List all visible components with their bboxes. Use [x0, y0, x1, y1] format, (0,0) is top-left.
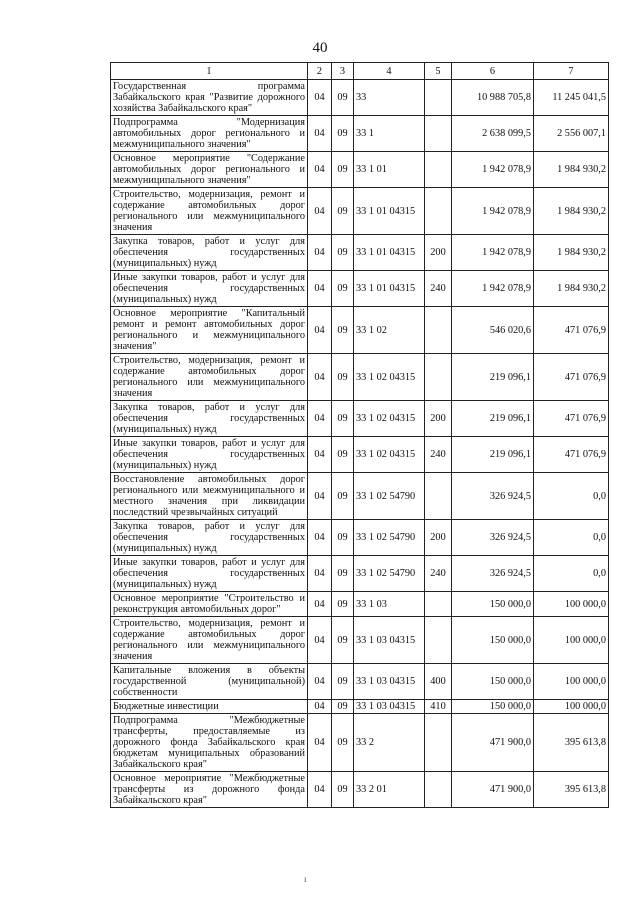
table-row: [111, 592, 609, 617]
row-amount-1: 10 988 705,8: [452, 80, 534, 116]
row-expense-type: [425, 592, 452, 617]
header-col-4: 4: [354, 63, 425, 80]
row-expense-type: [425, 354, 452, 401]
row-subsection: 09: [332, 235, 354, 271]
row-name: Иные закупки товаров, работ и услуг для обеспечения государственных (муниципальных) нужд: [111, 271, 308, 307]
row-name: Строительство, модернизация, ремонт и содержание автомобильных дорог регионального или межмуниципального значения: [111, 354, 308, 401]
row-name: Иные закупки товаров, работ и услуг для обеспечения государственных (муниципальных) нужд: [111, 556, 308, 592]
table-row: [111, 80, 609, 116]
row-target-code: 33 1 02: [354, 307, 425, 354]
row-expense-type: [425, 152, 452, 188]
row-section: 04: [308, 592, 332, 617]
row-section: 04: [308, 437, 332, 473]
row-amount-2: 471 076,9: [534, 437, 609, 473]
row-amount-2: 471 076,9: [534, 354, 609, 401]
row-amount-2: 2 556 007,1: [534, 116, 609, 152]
row-subsection: 09: [332, 307, 354, 354]
table-row: [111, 116, 609, 152]
row-expense-type: [425, 714, 452, 772]
row-amount-2: 1 984 930,2: [534, 152, 609, 188]
row-amount-2: 0,0: [534, 473, 609, 520]
row-subsection: 09: [332, 473, 354, 520]
row-section: 04: [308, 664, 332, 700]
row-section: 04: [308, 617, 332, 664]
table-row: [111, 617, 609, 664]
row-subsection: 09: [332, 520, 354, 556]
row-amount-2: 1 984 930,2: [534, 235, 609, 271]
row-amount-1: 219 096,1: [452, 401, 534, 437]
row-amount-1: 2 638 099,5: [452, 116, 534, 152]
table-row: [111, 473, 609, 520]
row-amount-1: 326 924,5: [452, 556, 534, 592]
table-row: [111, 401, 609, 437]
header-col-7: 7: [534, 63, 609, 80]
row-section: 04: [308, 556, 332, 592]
row-section: 04: [308, 473, 332, 520]
row-expense-type: 200: [425, 520, 452, 556]
row-amount-1: 150 000,0: [452, 700, 534, 714]
row-name: Закупка товаров, работ и услуг для обеспечения государственных (муниципальных) нужд: [111, 520, 308, 556]
row-amount-1: 1 942 078,9: [452, 271, 534, 307]
row-expense-type: 200: [425, 235, 452, 271]
row-subsection: 09: [332, 188, 354, 235]
row-subsection: 09: [332, 271, 354, 307]
row-amount-2: 100 000,0: [534, 700, 609, 714]
row-subsection: 09: [332, 664, 354, 700]
row-subsection: 09: [332, 700, 354, 714]
row-amount-2: 11 245 041,5: [534, 80, 609, 116]
row-subsection: 09: [332, 116, 354, 152]
row-amount-1: 150 000,0: [452, 592, 534, 617]
row-section: 04: [308, 714, 332, 772]
header-col-2: 2: [308, 63, 332, 80]
table-row: [111, 772, 609, 808]
row-target-code: 33 1 02 04315: [354, 437, 425, 473]
row-name: Строительство, модернизация, ремонт и содержание автомобильных дорог регионального или межмуниципального значения: [111, 188, 308, 235]
row-section: 04: [308, 354, 332, 401]
row-section: 04: [308, 271, 332, 307]
row-expense-type: [425, 116, 452, 152]
row-name: Государственная программа Забайкальского края "Развитие дорожного хозяйства Забайкальского края": [111, 80, 308, 116]
row-name: Подпрограмма "Модернизация автомобильных дорог регионального и межмуниципального значения": [111, 116, 308, 152]
row-target-code: 33 1 02 54790: [354, 556, 425, 592]
row-amount-2: 0,0: [534, 556, 609, 592]
row-target-code: 33: [354, 80, 425, 116]
row-expense-type: [425, 80, 452, 116]
row-section: 04: [308, 188, 332, 235]
row-target-code: 33 1 01: [354, 152, 425, 188]
row-target-code: 33 1 03 04315: [354, 664, 425, 700]
row-amount-2: 100 000,0: [534, 617, 609, 664]
footer-mark: ı: [304, 874, 307, 884]
row-amount-1: 219 096,1: [452, 354, 534, 401]
row-target-code: 33 1 02 04315: [354, 401, 425, 437]
table-row: [111, 271, 609, 307]
row-target-code: 33 1: [354, 116, 425, 152]
row-expense-type: 400: [425, 664, 452, 700]
row-name: Закупка товаров, работ и услуг для обеспечения государственных (муниципальных) нужд: [111, 401, 308, 437]
row-name: Основное мероприятие "Строительство и реконструкция автомобильных дорог": [111, 592, 308, 617]
row-section: 04: [308, 401, 332, 437]
row-target-code: 33 1 01 04315: [354, 235, 425, 271]
page-number: 40: [312, 40, 328, 56]
row-section: 04: [308, 116, 332, 152]
row-amount-1: 1 942 078,9: [452, 235, 534, 271]
row-subsection: 09: [332, 354, 354, 401]
table-row: [111, 664, 609, 700]
row-name: Основное мероприятие "Содержание автомобильных дорог регионального и межмуниципального значения": [111, 152, 308, 188]
row-subsection: 09: [332, 772, 354, 808]
row-target-code: 33 2 01: [354, 772, 425, 808]
header-col-3: 3: [332, 63, 354, 80]
header-col-5: 5: [425, 63, 452, 80]
row-subsection: 09: [332, 592, 354, 617]
row-target-code: 33 1 01 04315: [354, 271, 425, 307]
row-expense-type: [425, 307, 452, 354]
row-name: Восстановление автомобильных дорог регионального или межмуниципального и местного значения при ликвидации последствий чрезвычайных ситуаций: [111, 473, 308, 520]
row-subsection: 09: [332, 152, 354, 188]
table-row: [111, 152, 609, 188]
row-amount-2: 0,0: [534, 520, 609, 556]
row-target-code: 33 1 02 54790: [354, 473, 425, 520]
row-name: Основное мероприятие "Капитальный ремонт и ремонт автомобильных дорог регионального и межмуниципального значения": [111, 307, 308, 354]
row-amount-2: 100 000,0: [534, 592, 609, 617]
row-target-code: 33 1 02 04315: [354, 354, 425, 401]
row-target-code: 33 1 03 04315: [354, 617, 425, 664]
row-subsection: 09: [332, 80, 354, 116]
header-col-1: 1: [111, 63, 308, 80]
row-amount-1: 1 942 078,9: [452, 188, 534, 235]
row-amount-2: 395 613,8: [534, 772, 609, 808]
row-amount-1: 1 942 078,9: [452, 152, 534, 188]
row-expense-type: [425, 188, 452, 235]
table-header-row: [111, 63, 609, 80]
header-col-6: 6: [452, 63, 534, 80]
row-target-code: 33 2: [354, 714, 425, 772]
row-amount-2: 471 076,9: [534, 401, 609, 437]
row-amount-1: 326 924,5: [452, 520, 534, 556]
row-amount-2: 1 984 930,2: [534, 188, 609, 235]
table-row: [111, 235, 609, 271]
row-amount-2: 395 613,8: [534, 714, 609, 772]
row-expense-type: [425, 772, 452, 808]
row-amount-2: 100 000,0: [534, 664, 609, 700]
row-expense-type: [425, 617, 452, 664]
row-expense-type: 240: [425, 437, 452, 473]
row-amount-1: 326 924,5: [452, 473, 534, 520]
row-name: Капитальные вложения в объекты государственной (муниципальной) собственности: [111, 664, 308, 700]
row-section: 04: [308, 152, 332, 188]
row-name: Бюджетные инвестиции: [111, 700, 308, 714]
row-amount-1: 150 000,0: [452, 664, 534, 700]
row-name: Подпрограмма "Межбюджетные трансферты, предоставляемые из дорожного фонда Забайкальского края бюджетам муниципальных образований Забайкальского края": [111, 714, 308, 772]
table-row: [111, 188, 609, 235]
row-subsection: 09: [332, 714, 354, 772]
budget-table: [110, 62, 609, 808]
row-subsection: 09: [332, 617, 354, 664]
row-amount-1: 150 000,0: [452, 617, 534, 664]
row-amount-1: 219 096,1: [452, 437, 534, 473]
row-amount-1: 471 900,0: [452, 714, 534, 772]
row-section: 04: [308, 80, 332, 116]
table-row: [111, 714, 609, 772]
row-expense-type: 240: [425, 271, 452, 307]
row-section: 04: [308, 307, 332, 354]
row-expense-type: 410: [425, 700, 452, 714]
row-subsection: 09: [332, 401, 354, 437]
table-row: [111, 520, 609, 556]
row-expense-type: [425, 473, 452, 520]
row-name: Основное мероприятие "Межбюджетные трансферты из дорожного фонда Забайкальского края": [111, 772, 308, 808]
table-row: [111, 354, 609, 401]
row-target-code: 33 1 03: [354, 592, 425, 617]
row-target-code: 33 1 01 04315: [354, 188, 425, 235]
row-section: 04: [308, 700, 332, 714]
row-subsection: 09: [332, 556, 354, 592]
row-amount-2: 1 984 930,2: [534, 271, 609, 307]
row-section: 04: [308, 772, 332, 808]
row-section: 04: [308, 235, 332, 271]
row-amount-2: 471 076,9: [534, 307, 609, 354]
row-name: Закупка товаров, работ и услуг для обеспечения государственных (муниципальных) нужд: [111, 235, 308, 271]
row-amount-1: 546 020,6: [452, 307, 534, 354]
table-row: [111, 700, 609, 714]
row-target-code: 33 1 02 54790: [354, 520, 425, 556]
table-row: [111, 556, 609, 592]
table-row: [111, 307, 609, 354]
row-subsection: 09: [332, 437, 354, 473]
row-expense-type: 240: [425, 556, 452, 592]
row-name: Иные закупки товаров, работ и услуг для обеспечения государственных (муниципальных) нужд: [111, 437, 308, 473]
row-target-code: 33 1 03 04315: [354, 700, 425, 714]
row-section: 04: [308, 520, 332, 556]
table-row: [111, 437, 609, 473]
row-expense-type: 200: [425, 401, 452, 437]
row-amount-1: 471 900,0: [452, 772, 534, 808]
row-name: Строительство, модернизация, ремонт и содержание автомобильных дорог регионального или межмуниципального значения: [111, 617, 308, 664]
